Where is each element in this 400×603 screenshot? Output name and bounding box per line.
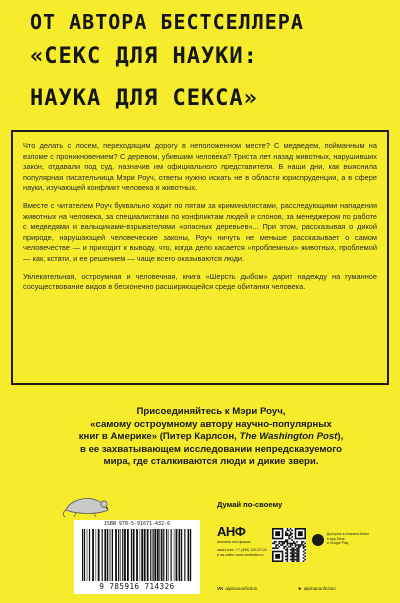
promo-block (52, 406, 370, 469)
headline (30, 10, 380, 116)
promo-source: The Washington Post (239, 431, 338, 443)
promo-line: мира, где сталкиваются люди и дикие звери. (103, 456, 319, 468)
social-label: alpinanonfiction (303, 586, 336, 591)
badge-line: Доступно в Альпина.Книги (327, 532, 369, 536)
social-label: alpinanonfiction (225, 586, 258, 591)
description-box (11, 130, 389, 385)
promo-line: «самому остроумному автору научно-популярных (90, 418, 332, 430)
barcode (74, 520, 200, 594)
app-badge-text (327, 532, 377, 546)
promo-line (52, 431, 370, 444)
telegram-icon: ➤ (298, 586, 302, 591)
publisher-name: альпина нон-фикшн (217, 540, 251, 544)
social-telegram[interactable] (298, 586, 336, 592)
headline-line-3: НАУКА ДЛЯ СЕКСА» (30, 86, 258, 111)
promo-line-text: книг в Америке» (Питер Карлсон, (78, 431, 240, 443)
vk-icon: VK (217, 586, 224, 591)
qr-code-icon (272, 528, 306, 562)
isbn: ISBN 978-5-91671-432-6 (103, 521, 171, 527)
badge-line: в App Store (327, 536, 345, 541)
promo-line-text: ), (337, 431, 344, 443)
description-paragraph: Вместе с читателем Роуч буквально ходит по пятам за криминалистами, расследующими нападения животных на человека, за специалистами по конфликтам людей и слонов, за менеджером по работе с медведями и вальщиками-взрывателями «опасных деревьев»... При этом, рассказывая о дикой природе, нарушающей человеческие законы, Роуч ничуть не меньше рассказывает о самом человечестве — и приходит к выводу, что, когда дело касается «проблемных» животных, проблемой — как, кстати, и ее решением — чаще всего оказываются люди. (23, 200, 377, 263)
headline-line-1: ОТ АВТОРА БЕСТСЕЛЛЕРА (30, 10, 304, 34)
contact-line: заказ книг: +7 (495) 120-07-04 (217, 548, 267, 552)
description-paragraph: Увлекательная, остроумная и человечная, книга «Шерсть дыбом» дарит надежду на гуманное сосуществование видов в бесконечно расширяющейся среде обитания человека. (23, 271, 377, 292)
barcode-number: 9 785916 714326 (99, 582, 175, 591)
publisher-contacts (217, 548, 275, 558)
promo-line: Присоединяйтесь к Мэри Роуч, (136, 406, 286, 417)
publisher-logo: АНФ (217, 524, 246, 539)
app-badge-icon (312, 534, 324, 546)
barcode-bars (80, 529, 194, 581)
badge-line: и Google Play (327, 541, 349, 546)
social-vk[interactable] (217, 586, 257, 591)
contact-line: и на сайте www.nonfiction.ru (217, 553, 264, 557)
tagline: Думай по-своему (217, 500, 283, 509)
description-paragraph: Что делать с лосем, переходящим дорогу в неположенном месте? С медведем, пойманным на взломе с проникновением? С деревом, убившим человека? Триста лет назад животных, нарушивших закон, отдавали под суд, назначив им официального представителя. В наши дни, как выяснила популярная писательница Мэри Роуч, ответы нужно искать не в области юриспруденции, а в сфере науки, изучающей конфликт человека и животных. (23, 141, 377, 193)
mouse-icon (60, 488, 114, 518)
headline-line-2: «СЕКС ДЛЯ НАУКИ: (30, 44, 258, 69)
promo-line: в ее захватывающем исследовании непредсказуемого (80, 443, 342, 455)
